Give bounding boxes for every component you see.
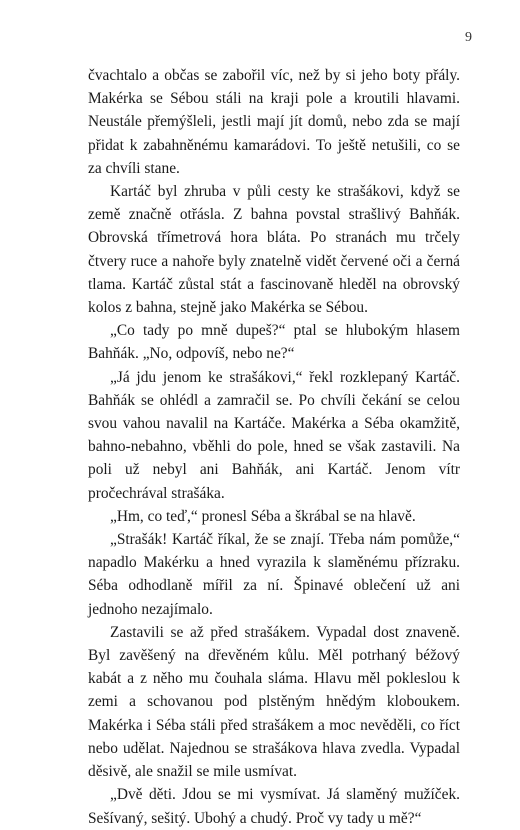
paragraph: Zastavili se až před strašákem. Vypadal dost znaveně. Byl zavěšený na dřevěném kůlu. Měl potrhaný béžový kabát a z něho mu čouhala sláma. Hlavu měl pokleslou k zemi a schovanou pod plstěným hnědým kloboukem. Makérka i Séba stáli před strašákem a moc nevěděli, co říct nebo udělat. Najednou se strašákova hlava zvedla. Vypadal děsivě, ale snažil se mile usmívat. (88, 623, 460, 781)
book-text-body (88, 64, 460, 830)
paragraph: „Co tady po mně dupeš?“ ptal se hlubokým hlasem Bahňák. „No, odpovíš, nebo ne?“ (88, 322, 460, 363)
paragraph: „Hm, co teď,“ pronesl Séba a škrábal se na hlavě. (110, 507, 416, 525)
page-number: 9 (465, 30, 472, 45)
paragraph: čvachtalo a občas se zabořil víc, než by si jeho boty přály. Makérka se Sébou stáli na kraji pole a kroutili hlavami. Neustále přemýšleli, jestli mají jít domů, nebo zda se mají přidat k zabahněnému kamarádovi. To ještě netušili, co se za chvíli stane. (88, 67, 460, 177)
paragraph: „Já jdu jenom ke strašákovi,“ řekl rozklepaný Kartáč. Bahňák se ohlédl a zamračil se. Po chvíli čekání se celou svou vahou navalil na Kartáče. Makérka a Séba okamžitě, bahno-nebahno, vběhli do pole, hned se však zastavili. Na poli už nebyl ani Bahňák, ani Kartáč. Jenom vítr pročechrával strašáka. (88, 368, 460, 502)
paragraph: „Dvě děti. Jdou se mi vysmívat. Já slaměný mužíček. Sešívaný, sešitý. Ubohý a chudý. Proč vy tady u mě?“ (88, 786, 460, 827)
paragraph: Kartáč byl zhruba v půli cesty ke strašákovi, když se země značně otřásla. Z bahna povstal strašlivý Bahňák. Obrovská třímetrová hora bláta. Po stranách mu trčely čtvery ruce a nahoře byly znatelně vidět červené oči a černá tlama. Kartáč zůstal stát a fascinovaně hleděl na obrovský kolos z bahna, stejně jako Makérka se Sébou. (88, 183, 460, 317)
paragraph: „Strašák! Kartáč říkal, že se znají. Třeba nám pomůže,“ napadlo Makérku a hned vyrazila k slaměnému přízraku. Séba odhodlaně mířil za ní. Špinavé oblečení už ani jednoho nezajímalo. (88, 531, 460, 618)
